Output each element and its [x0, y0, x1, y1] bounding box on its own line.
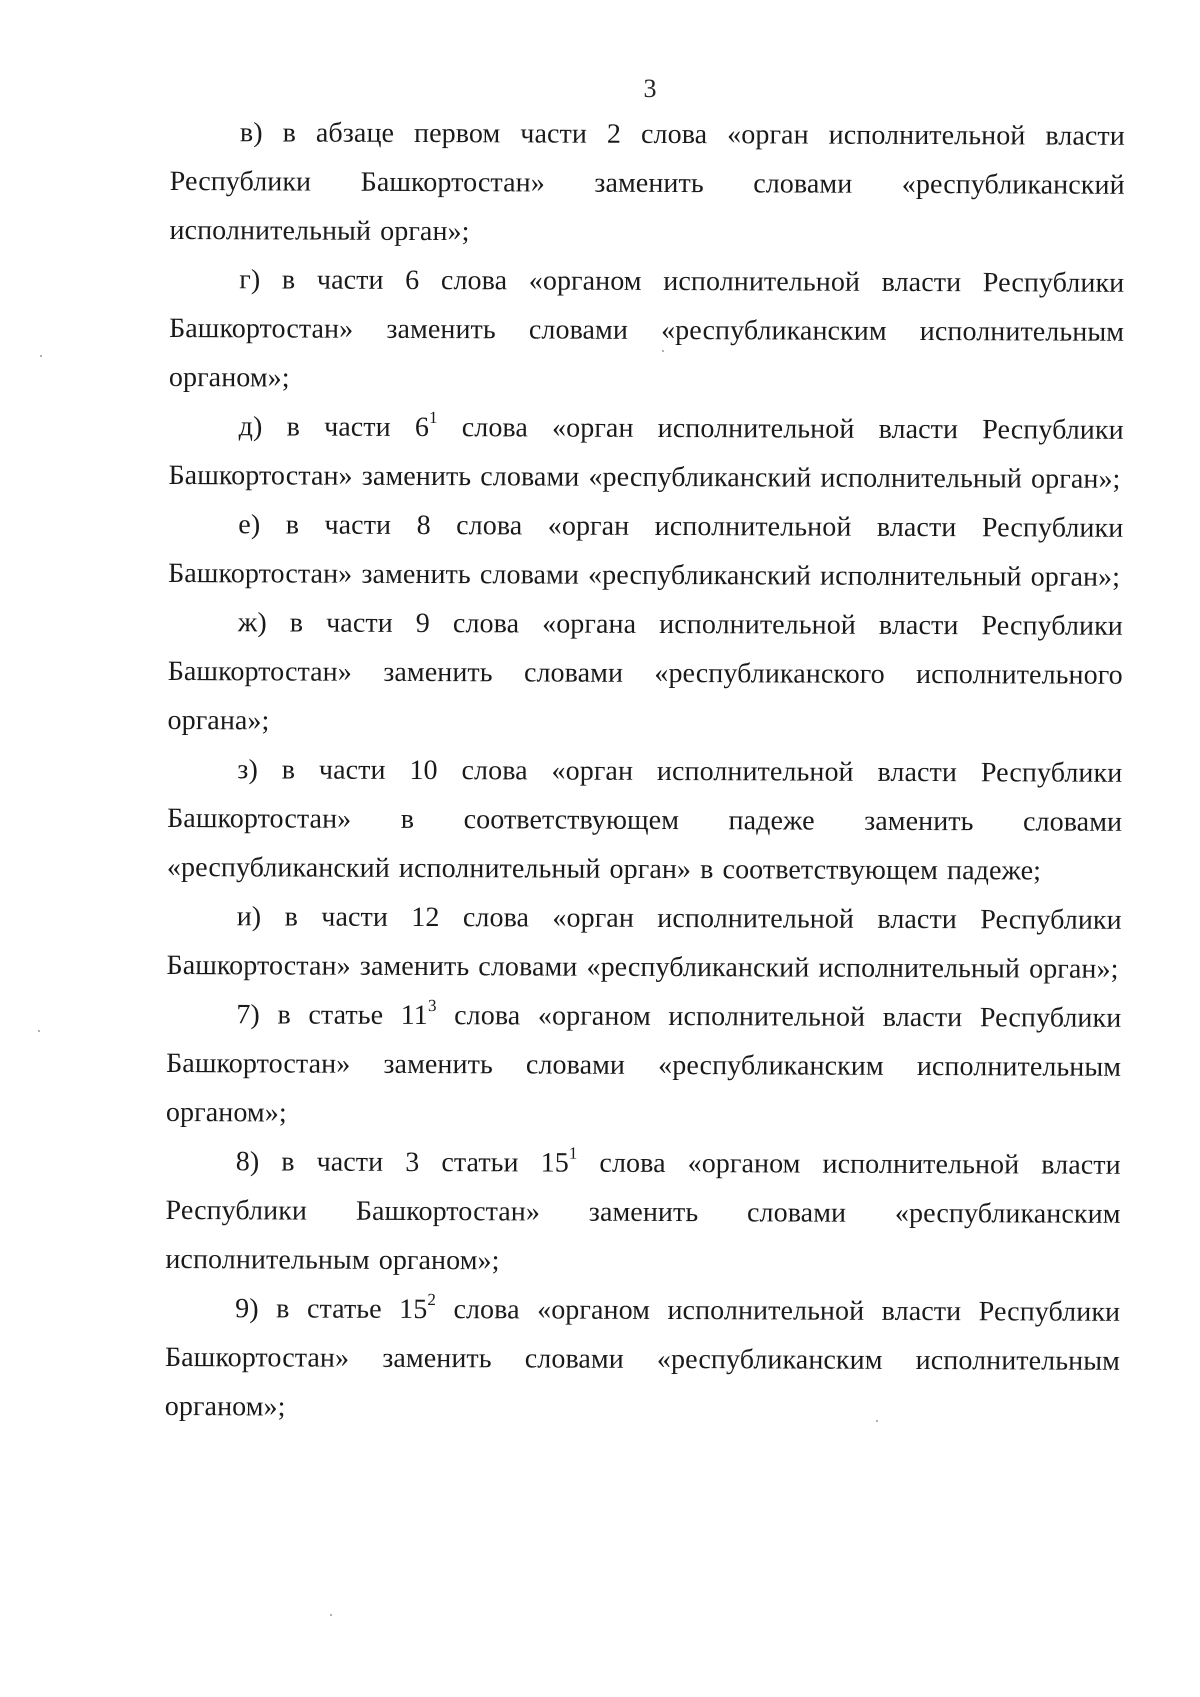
scan-speck	[40, 355, 42, 357]
amendment-item-d-rest: слова «орган исполнительной власти Республики Башкортостан» заменить словами «республиканский исполнительный орган»;	[168, 412, 1124, 495]
scan-speck	[662, 350, 664, 352]
amendment-item-7-lead: 7) в статье 11	[236, 999, 428, 1032]
amendment-item-8-rest: слова «органом исполнительной власти Республики Башкортостан» заменить словами «республиканским исполнительным органом»;	[165, 1147, 1121, 1277]
amendment-item-9-lead: 9) в статье 15	[235, 1293, 428, 1326]
amendment-item-8	[165, 1137, 1121, 1288]
superscript-index: 3	[427, 995, 437, 1015]
amendment-item-zh: ж) в части 9 слова «органа исполнительной власти Республики Башкортостан» заменить словами «республиканского исполнительного органа»;	[167, 607, 1123, 737]
amendment-item-d-lead: д) в части 6	[238, 411, 430, 444]
amendment-item-7	[166, 990, 1122, 1141]
amendment-item-9-rest: слова «органом исполнительной власти Республики Башкортостан» заменить словами «республиканским исполнительным органом»;	[164, 1294, 1121, 1423]
amendment-item-z: з) в части 10 слова «орган исполнительной власти Республики Башкортостан» в соответствующем падеже заменить словами «республиканский исполнительный орган» в соответствующем падеже;	[166, 754, 1123, 887]
amendment-item-g: г) в части 6 слова «органом исполнительной власти Республики Башкортостан» заменить словами «республиканским исполнительным органом»;	[168, 264, 1125, 394]
amendment-item-7-rest: слова «органом исполнительной власти Республики Башкортостан» заменить словами «республиканским исполнительным органом»;	[165, 1000, 1122, 1129]
amendment-item-v: в) в абзаце первом части 2 слова «орган исполнительной власти Республики Башкортостан» заменить словами «республиканский исполнительный орган»;	[169, 117, 1125, 248]
scan-speck	[38, 1030, 40, 1032]
scan-speck	[876, 1420, 878, 1422]
amendment-item-9	[165, 1284, 1121, 1435]
document-body	[165, 108, 1125, 1435]
amendment-item-d	[168, 402, 1123, 504]
scan-speck	[330, 1614, 332, 1616]
page-number: 3	[643, 74, 657, 103]
amendment-item-e: е) в части 8 слова «орган исполнительной власти Республики Башкортостан» заменить словами «республиканский исполнительный орган»;	[168, 509, 1124, 593]
amendment-item-8-lead: 8) в части 3 статьи 15	[235, 1146, 569, 1179]
superscript-index: 2	[427, 1289, 437, 1309]
amendment-item-i: и) в части 12 слова «орган исполнительной власти Республики Башкортостан» заменить словами «республиканский исполнительный орган»;	[166, 901, 1122, 985]
superscript-index: 1	[429, 407, 438, 427]
superscript-index: 1	[568, 1143, 578, 1163]
